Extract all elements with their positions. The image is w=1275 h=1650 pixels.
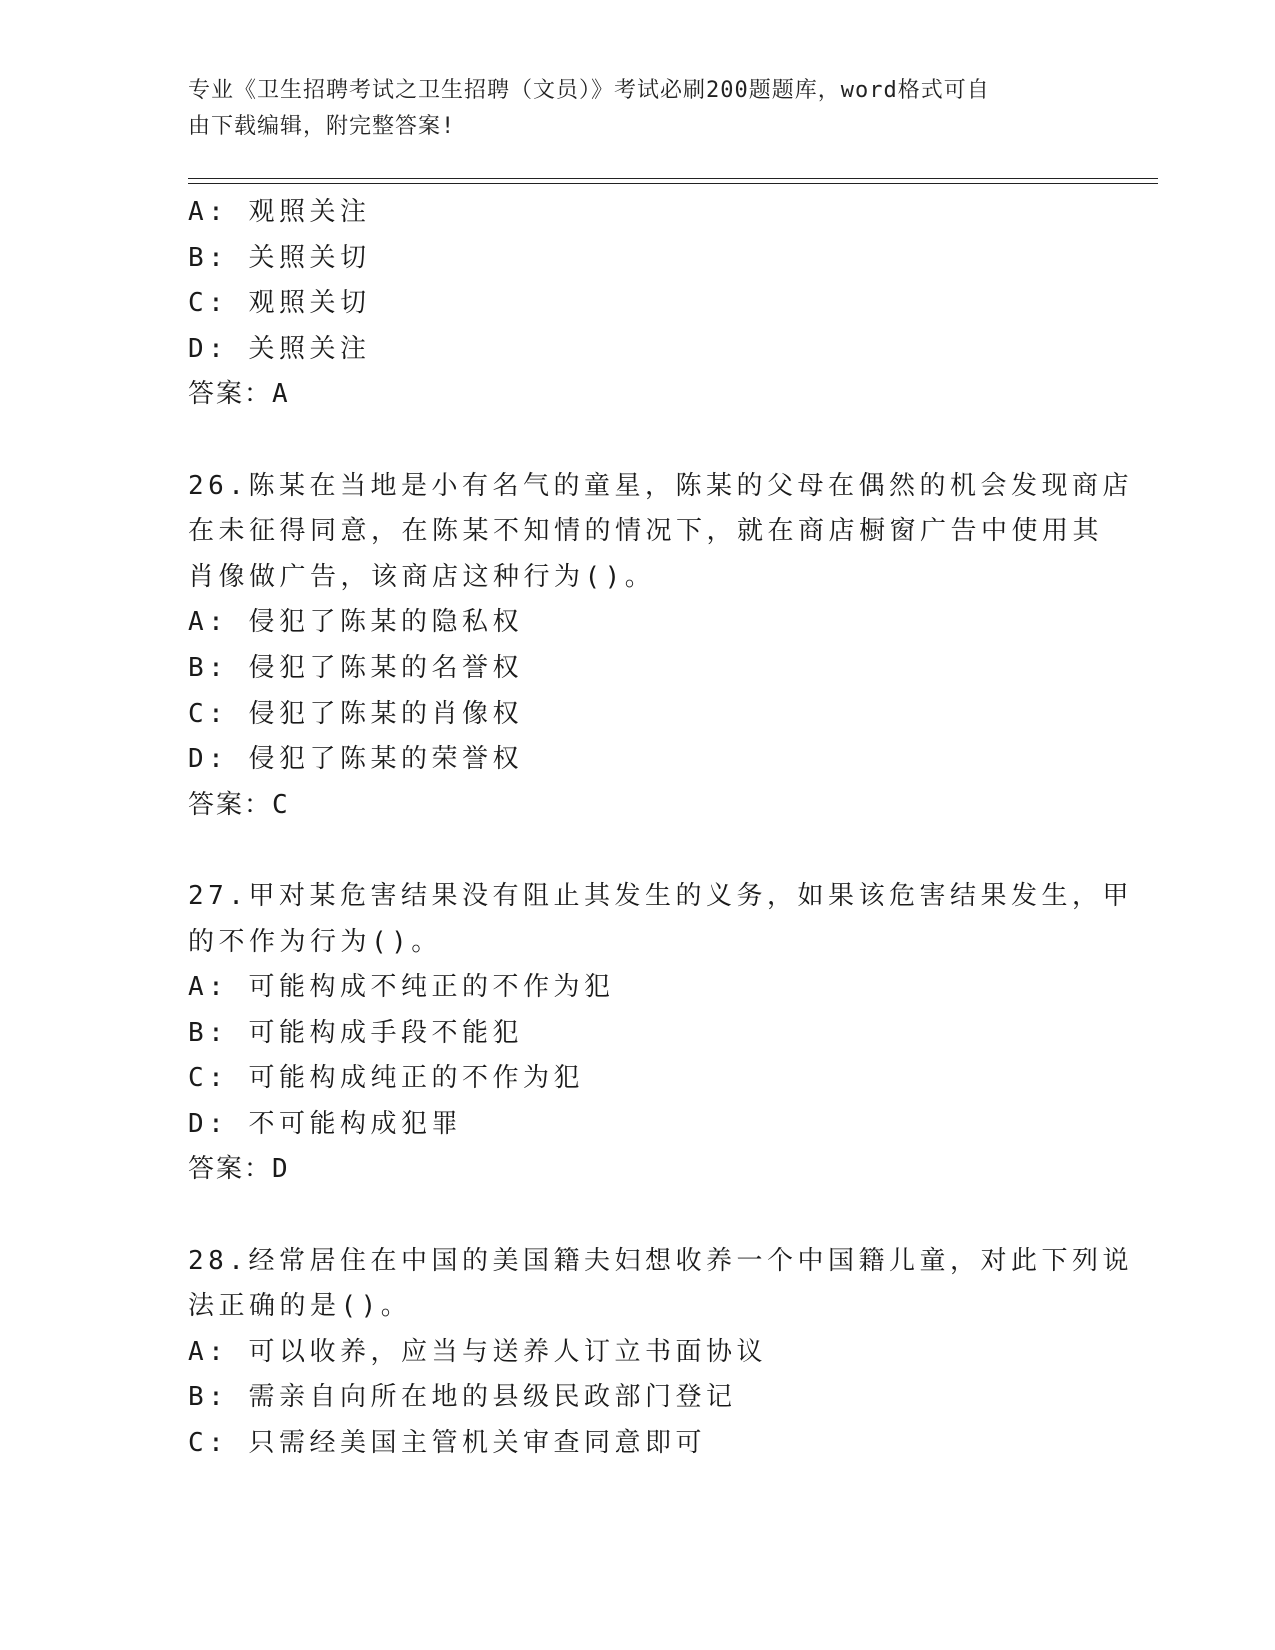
option-a: A: 可能构成不纯正的不作为犯 [188, 972, 615, 1003]
option-a: A: 观照关注 [188, 197, 371, 227]
spacer [188, 828, 1088, 874]
option-b: B: 需亲自向所在地的县级民政部门登记 [188, 1382, 737, 1413]
option-d: D: 不可能构成犯罪 [188, 1108, 462, 1139]
question-26 [188, 464, 1133, 829]
question-25-continued [188, 190, 1088, 418]
option-b: B: 关照关切 [188, 242, 371, 273]
header-line: 由下载编辑，附完整答案! [188, 114, 456, 139]
option-a: A: 可以收养，应当与送养人订立书面协议 [188, 1336, 767, 1367]
option-b: B: 侵犯了陈某的名誉权 [188, 652, 523, 683]
question-stem-line: 法正确的是()。 [188, 1291, 412, 1322]
answer-line: 答案：D [188, 1154, 290, 1185]
question-stem-line: 27.甲对某危害结果没有阻止其发生的义务，如果该危害结果发生，甲 [188, 880, 1133, 911]
header-divider-bottom [188, 183, 1158, 184]
question-stem-line: 的不作为行为()。 [188, 926, 442, 957]
option-c: C: 侵犯了陈某的肖像权 [188, 698, 523, 729]
spacer [188, 1193, 1088, 1239]
answer-line: 答案：A [188, 379, 290, 410]
question-stem-line: 26.陈某在当地是小有名气的童星，陈某的父母在偶然的机会发现商店 [188, 470, 1133, 501]
spacer [188, 418, 1088, 464]
option-d: D: 侵犯了陈某的荣誉权 [188, 744, 523, 775]
question-27 [188, 874, 1133, 1193]
answer-line: 答案：C [188, 789, 290, 820]
question-stem-line: 28.经常居住在中国的美国籍夫妇想收养一个中国籍儿童，对此下列说 [188, 1245, 1133, 1276]
option-c: C: 只需经美国主管机关审查同意即可 [188, 1428, 706, 1459]
header-line: 专业《卫生招聘考试之卫生招聘（文员）》考试必刷200题题库，word格式可自 [188, 78, 990, 103]
question-list [188, 190, 1133, 1467]
header-divider-top [188, 178, 1158, 179]
option-d: D: 关照关注 [188, 333, 371, 364]
option-b: B: 可能构成手段不能犯 [188, 1017, 523, 1048]
question-stem-line: 在未征得同意，在陈某不知情的情况下，就在商店橱窗广告中使用其 [188, 516, 1104, 547]
document-header [188, 73, 1068, 145]
question-28 [188, 1239, 1133, 1467]
option-c: C: 可能构成纯正的不作为犯 [188, 1063, 584, 1094]
question-stem-line: 肖像做广告，该商店这种行为()。 [188, 561, 656, 592]
option-a: A: 侵犯了陈某的隐私权 [188, 607, 523, 638]
option-c: C: 观照关切 [188, 288, 371, 319]
